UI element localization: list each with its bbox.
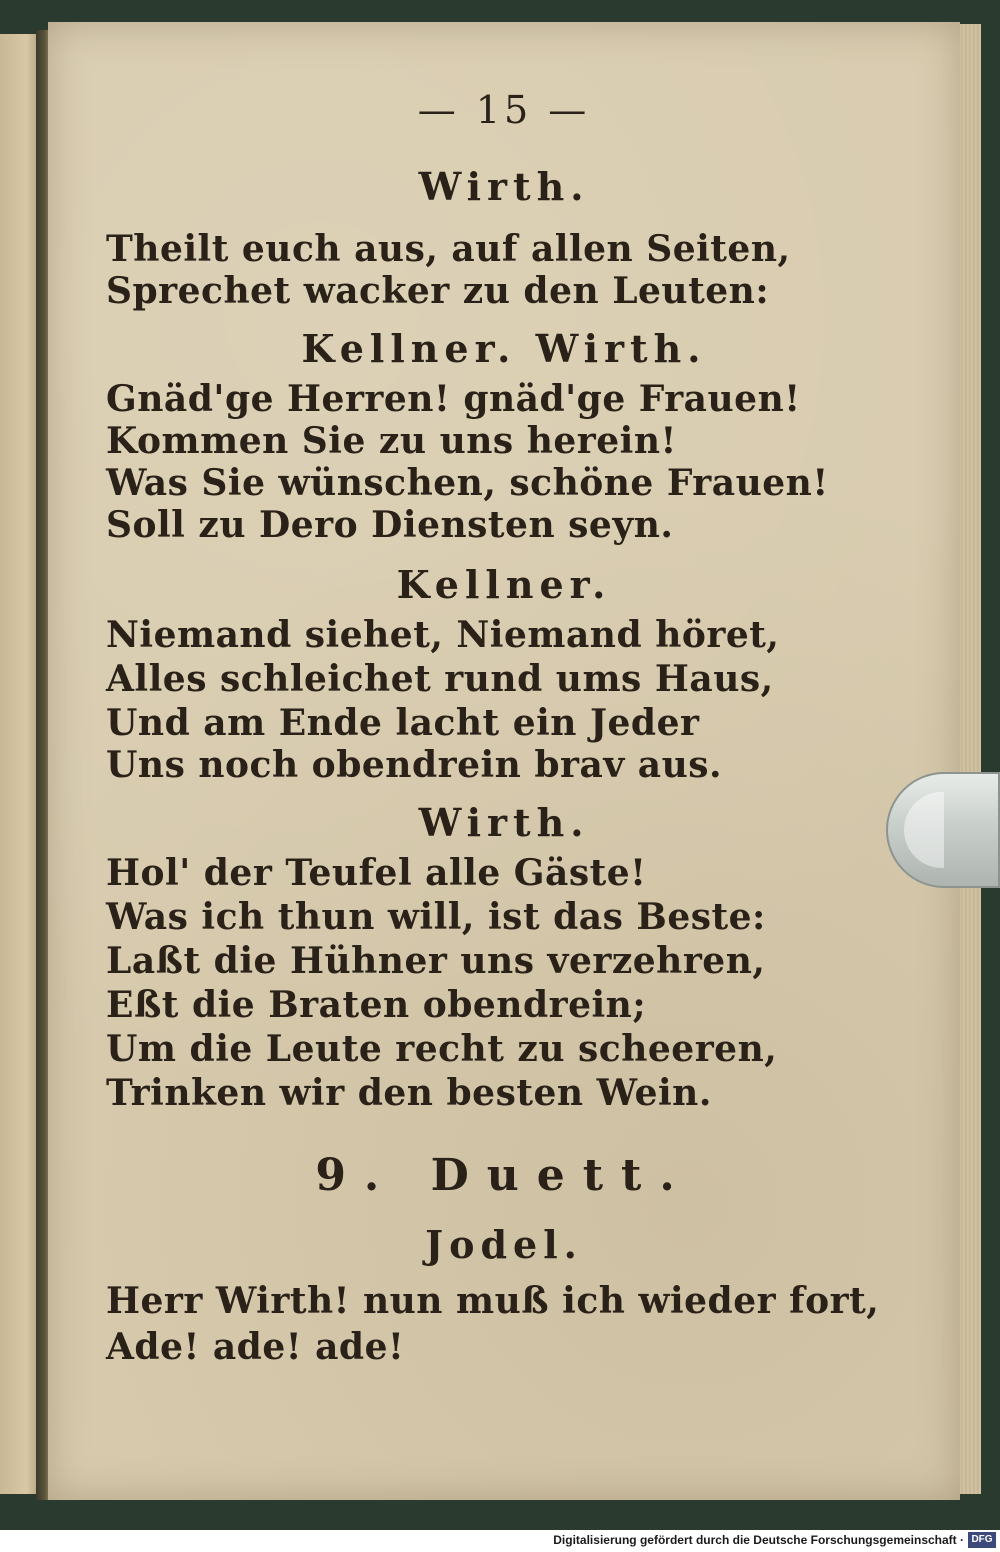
speaker-heading: Kellner.: [396, 562, 612, 607]
verse-line: Alles schleichet rund ums Haus,: [106, 658, 774, 700]
speaker-heading: Kellner. Wirth.: [301, 326, 707, 371]
verse-line: Herr Wirth! nun muß ich wieder fort,: [106, 1280, 880, 1322]
left-page-edge: [0, 34, 38, 1494]
page-number: — 15 —: [417, 88, 591, 132]
verse-line: Uns noch obendrein brav aus.: [106, 744, 723, 786]
funding-notice: Digitalisierung gefördert durch die Deutsche Forschungsgemeinschaft ·: [553, 1533, 964, 1547]
footer-bar: [0, 1530, 1000, 1552]
verse-line: Was ich thun will, ist das Beste:: [106, 896, 766, 938]
verse-line: Trinken wir den besten Wein.: [106, 1072, 712, 1114]
verse-line: Kommen Sie zu uns herein!: [106, 420, 677, 462]
page-clip-highlight: [904, 792, 944, 868]
verse-line: Sprechet wacker zu den Leuten:: [106, 270, 770, 312]
verse-line: Eßt die Braten obendrein;: [106, 984, 647, 1026]
verse-line: Um die Leute recht zu scheeren,: [106, 1028, 778, 1070]
page-stack-edge: [958, 24, 981, 1494]
section-title: 9. Duett.: [315, 1150, 693, 1201]
page-clip: [886, 772, 1000, 888]
dfg-logo-icon: DFG: [968, 1532, 996, 1548]
book-page: [48, 22, 960, 1500]
verse-line: Hol' der Teufel alle Gäste!: [106, 852, 647, 894]
verse-line: Gnäd'ge Herren! gnäd'ge Frauen!: [106, 378, 801, 420]
speaker-heading: Jodel.: [425, 1222, 583, 1267]
verse-line: Laßt die Hühner uns verzehren,: [106, 940, 766, 982]
verse-line: Niemand siehet, Niemand höret,: [106, 614, 780, 656]
verse-line: Soll zu Dero Diensten seyn.: [106, 504, 674, 546]
speaker-heading: Wirth.: [418, 164, 590, 209]
speaker-heading: Wirth.: [418, 800, 590, 845]
verse-line: Und am Ende lacht ein Jeder: [106, 702, 700, 744]
verse-line: Ade! ade! ade!: [106, 1326, 405, 1368]
verse-line: Theilt euch aus, auf allen Seiten,: [106, 228, 791, 270]
verse-line: Was Sie wünschen, schöne Frauen!: [106, 462, 829, 504]
